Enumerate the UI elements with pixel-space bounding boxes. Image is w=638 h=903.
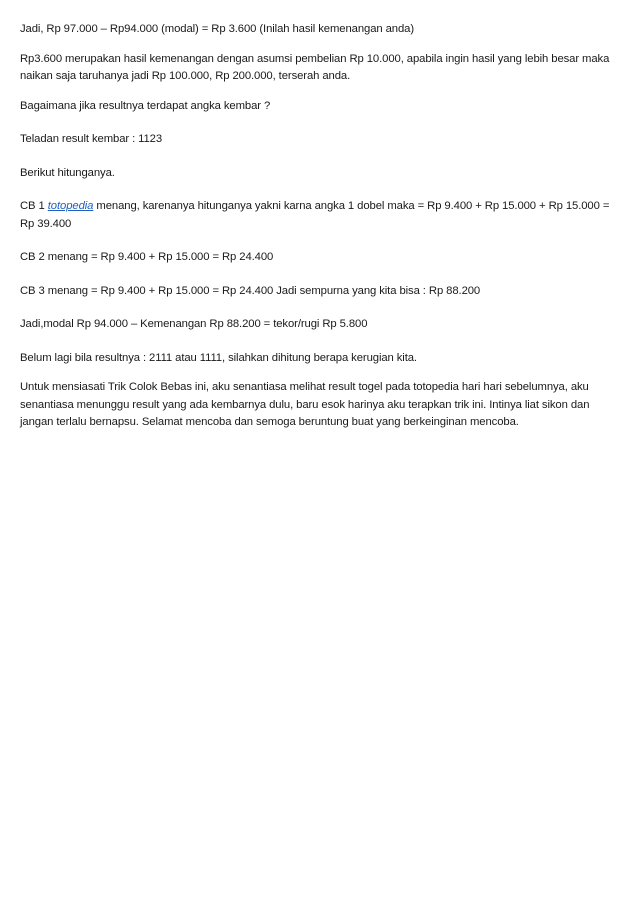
paragraph-twin-example: Teladan result kembar : 1123 — [20, 133, 163, 145]
paragraph-cb2: CB 2 menang = Rp 9.400 + Rp 15.000 = Rp 24.400 — [20, 251, 274, 263]
paragraph-result-summary: Jadi, Rp 97.000 – Rp94.000 (modal) = Rp 3.600 (Inilah hasil kemenangan anda) — [20, 23, 415, 35]
paragraph-loss-summary: Jadi,modal Rp 94.000 – Kemenangan Rp 88.200 = tekor/rugi Rp 5.800 — [20, 318, 368, 330]
cb1-text-before: CB 1 — [20, 200, 48, 212]
paragraph-calculation-intro: Berikut hitunganya. — [20, 166, 115, 179]
paragraph-cb1 — [20, 198, 614, 233]
cb1-text-after: menang, karenanya hitunganya yakni karna angka 1 dobel maka = Rp 9.400 + Rp 15.000 + Rp 15.000 = Rp 39.400 — [20, 200, 610, 230]
totopedia-link[interactable]: totopedia — [47, 200, 94, 212]
paragraph-strategy-tip: Untuk mensiasati Trik Colok Bebas ini, aku senantiasa melihat result togel pada totopedia hari hari sebelumnya, aku senantiasa menunggu result yang ada kembarnya dulu, baru esok harinya aku terapkan trik ini. Intinya liat sikon dan jangan terlalu bernapsu. Selamat mencoba dan semoga beruntung buat yang berkeinginan mencoba. — [20, 381, 590, 428]
paragraph-winning-explanation: Rp3.600 merupakan hasil kemenangan dengan asumsi pembelian Rp 10.000, apabila ingin hasil yang lebih besar maka naikan saja taruhanya jadi Rp 100.000, Rp 200.000, terserah anda. — [20, 52, 610, 82]
paragraph-cb3: CB 3 menang = Rp 9.400 + Rp 15.000 = Rp 24.400 Jadi sempurna yang kita bisa : Rp 88.200 — [20, 284, 481, 297]
paragraph-twin-question: Bagaimana jika resultnya terdapat angka kembar ? — [20, 99, 271, 112]
document-page — [20, 21, 614, 448]
paragraph-other-results: Belum lagi bila resultnya : 2111 atau 1111, silahkan dihitung berapa kerugian kita. — [20, 351, 417, 364]
